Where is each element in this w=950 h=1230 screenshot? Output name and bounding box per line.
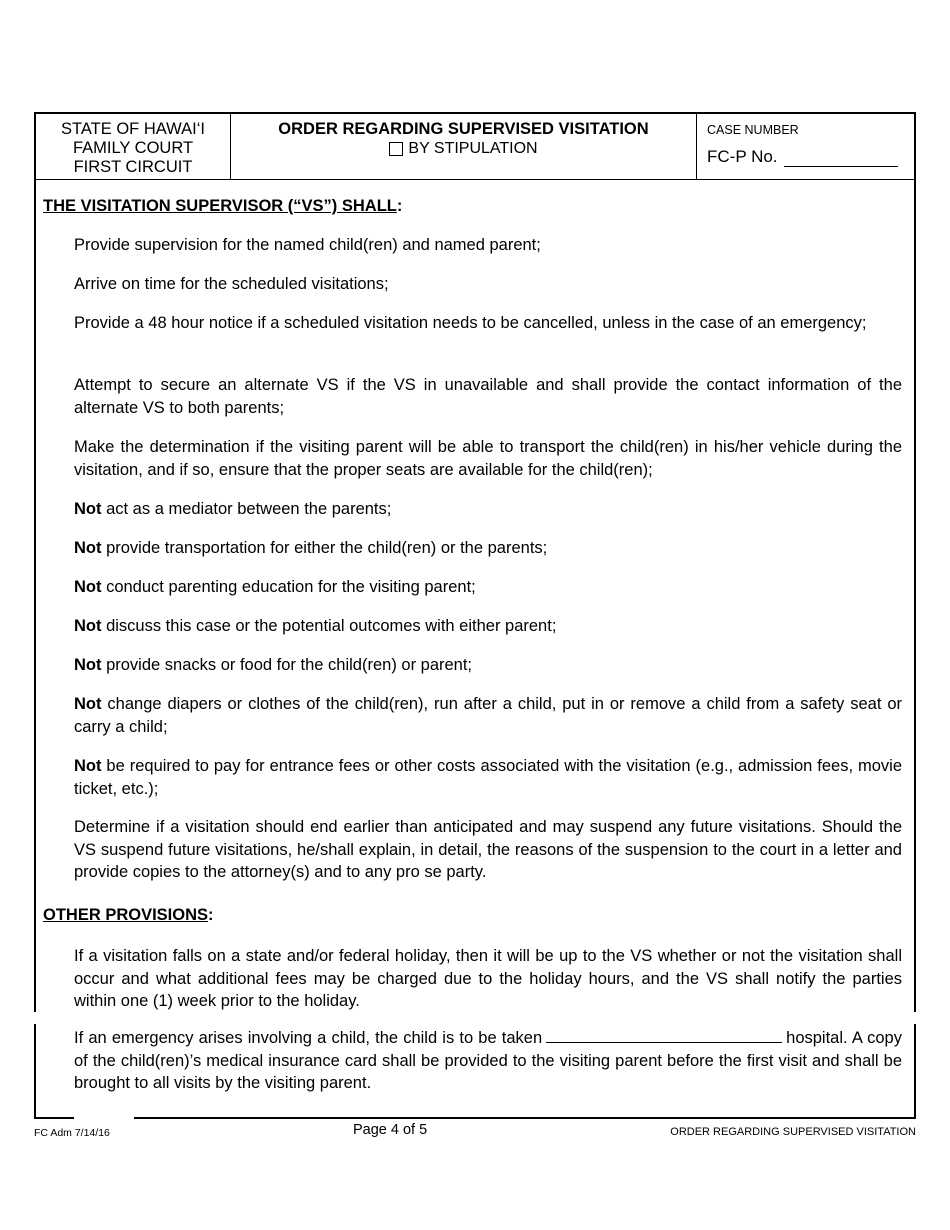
vs-item: Not change diapers or clothes of the child(ren), run after a child, put in or remove a child from a safety seat or carry a child; <box>74 695 902 736</box>
vs-item: Not act as a mediator between the parents; <box>74 500 392 518</box>
form-id: FC Adm 7/14/16 <box>34 1127 110 1139</box>
court-state: STATE OF HAWAI‘I <box>61 120 205 138</box>
border-gap <box>33 1012 39 1024</box>
court-name: FAMILY COURT <box>72 139 194 157</box>
case-number-cell <box>697 114 914 179</box>
hospital-blank[interactable] <box>546 1028 782 1043</box>
vs-item: Not conduct parenting education for the visiting parent; <box>74 578 476 596</box>
case-prefix: FC-P No. <box>707 147 778 166</box>
case-number-field[interactable] <box>707 147 914 167</box>
page-number: Page 4 of 5 <box>353 1122 428 1138</box>
border-gap <box>911 1012 917 1024</box>
form-title-cell <box>231 114 697 179</box>
vs-item: Provide supervision for the named child(ren) and named parent; <box>74 236 541 254</box>
stipulation-checkbox[interactable] <box>389 142 403 156</box>
vs-item: Make the determination if the visiting parent will be able to transport the child(ren) in his/her vehicle during the visitation, and if so, ensure that the proper seats are available for the child(ren); <box>74 438 902 479</box>
stipulation-label: BY STIPULATION <box>408 140 538 157</box>
vs-item: Arrive on time for the scheduled visitations; <box>74 275 389 293</box>
court-circuit: FIRST CIRCUIT <box>73 158 193 176</box>
case-number-label: CASE NUMBER <box>707 123 799 137</box>
stipulation-option[interactable] <box>389 139 537 158</box>
section-vs-title: THE VISITATION SUPERVISOR (“VS”) SHALL: <box>43 197 403 215</box>
vs-item: Not provide transportation for either the child(ren) or the parents; <box>74 539 548 557</box>
court-info <box>36 114 231 179</box>
border-gap <box>74 1113 134 1119</box>
vs-item: Not be required to pay for entrance fees or other costs associated with the visitation (e.g., admission fees, movie ticket, etc.); <box>74 757 902 798</box>
case-number-blank[interactable] <box>784 152 898 167</box>
vs-item: Provide a 48 hour notice if a scheduled visitation needs to be cancelled, unless in the case of an emergency; <box>74 314 867 332</box>
vs-item: Not provide snacks or food for the child(ren) or parent; <box>74 656 473 674</box>
form-title: ORDER REGARDING SUPERVISED VISITATION <box>278 120 649 138</box>
emergency-provision: If an emergency arises involving a child, the child is to be taken hospital. A copy of the child(ren)’s medical insurance card shall be provided to the visiting parent before the first visit and shall be brought to all visits by the visiting parent. <box>74 1029 902 1092</box>
vs-item: Determine if a visitation should end earlier than anticipated and may suspend any future visitations. Should the VS suspend future visitations, he/shall explain, in detail, the reasons of the suspension to the court in a letter and provide copies to the attorney(s) and to any pro se party. <box>74 818 902 881</box>
footer-title: ORDER REGARDING SUPERVISED VISITATION <box>670 1126 916 1138</box>
vs-item: Attempt to secure an alternate VS if the VS in unavailable and shall provide the contact information of the alternate VS to both parents; <box>74 376 902 417</box>
form-frame <box>34 112 916 1119</box>
form-header <box>36 114 914 180</box>
section-other-title: OTHER PROVISIONS: <box>43 906 214 924</box>
vs-item: Not discuss this case or the potential outcomes with either parent; <box>74 617 557 635</box>
holiday-provision: If a visitation falls on a state and/or federal holiday, then it will be up to the VS whether or not the visitation shall occur and what additional fees may be charged due to the holiday hours, and the VS shall notify the parties within one (1) week prior to the holiday. <box>74 947 902 1010</box>
